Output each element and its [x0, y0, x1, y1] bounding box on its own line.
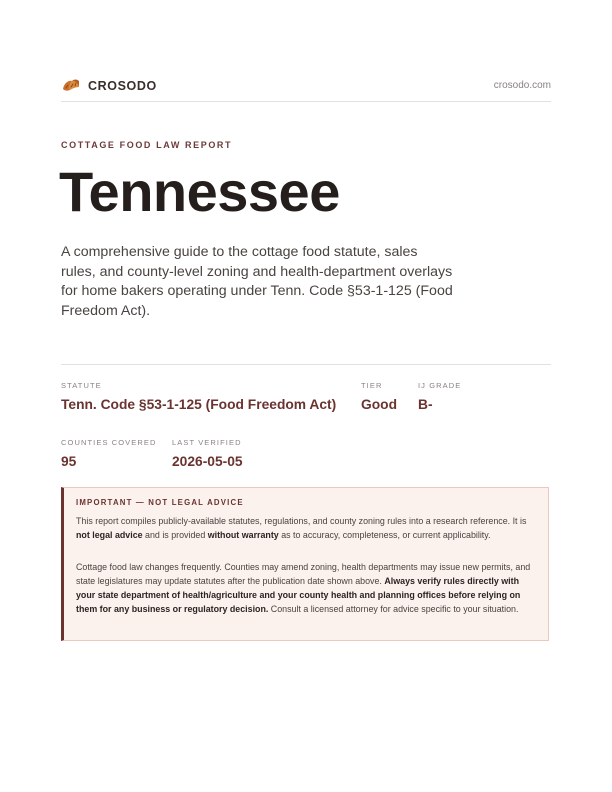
ij-grade-label: IJ GRADE [418, 381, 462, 390]
statute-value: Tenn. Code §53-1-125 (Food Freedom Act) [61, 397, 337, 412]
page-header [61, 76, 551, 102]
without-warranty-emphasis: without warranty [207, 529, 279, 540]
verify-rules-emphasis: Always verify rules directly with your state department of health/agriculture and your county health and planning offices before relying on them for any business or regulatory decision. [76, 575, 521, 614]
last-verified-label: LAST VERIFIED [172, 438, 242, 447]
report-intro: A comprehensive guide to the cottage food statute, sales rules, and county-level zoning and health-department overlays for home bakers operating under Tenn. Code §53-1-125 (Food Freedom Act). [61, 244, 453, 319]
notice-paragraph-2: Cottage food law changes frequently. Counties may amend zoning, health departments may issue new permits, and state legislatures may update statutes after the publication date shown above. Always verify rules directly with your state department of health/agriculture and your county health and planning offices before relying on them for any business or regulatory decision. Consult a licensed attorney for advice specific to your situation. [76, 562, 531, 614]
report-eyebrow: COTTAGE FOOD LAW REPORT [61, 140, 233, 150]
section-divider [61, 364, 551, 365]
notice-paragraph-1: This report compiles publicly-available statutes, regulations, and county zoning rules into a research reference. It is not legal advice and is provided without warranty as to accuracy, completeness, or current applicability. [76, 516, 527, 540]
tier-label: TIER [361, 381, 383, 390]
tier-value: Good [361, 397, 398, 412]
legal-disclaimer-notice [61, 487, 549, 641]
not-legal-advice-emphasis: not legal advice [76, 529, 143, 540]
statute-label: STATUTE [61, 381, 102, 390]
page-title: Tennessee [59, 160, 340, 223]
ij-grade-value: B- [418, 397, 433, 412]
croissant-icon [61, 76, 81, 96]
notice-title: IMPORTANT — NOT LEGAL ADVICE [76, 498, 244, 507]
brand-name: CROSODO [88, 79, 157, 93]
counties-covered-label: COUNTIES COVERED [61, 438, 157, 447]
site-url-link[interactable]: crosodo.com [493, 80, 551, 91]
last-verified-value: 2026-05-05 [172, 454, 243, 469]
brand[interactable] [61, 76, 157, 96]
counties-covered-value: 95 [61, 454, 77, 469]
